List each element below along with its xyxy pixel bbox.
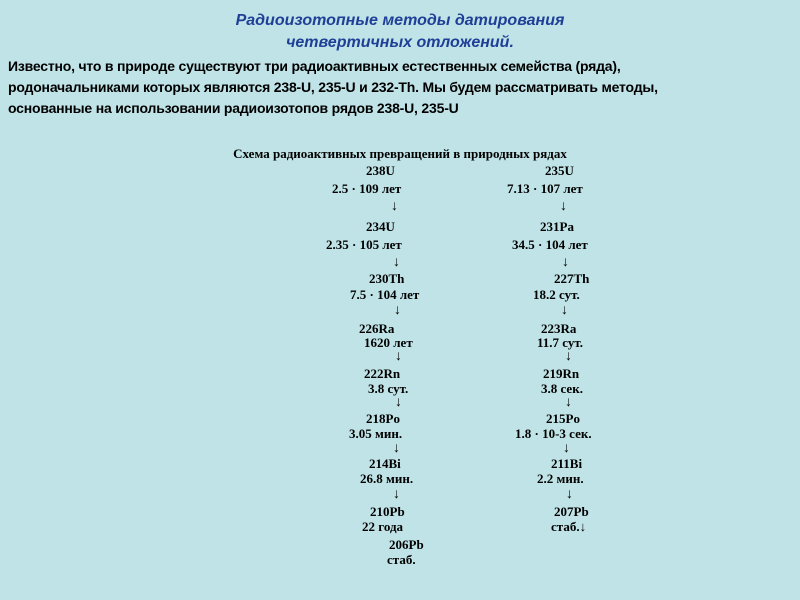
halflife-238u: 2.5 · 109 лет [332, 181, 402, 196]
nuclide-227th: 227Th [554, 271, 590, 286]
halflife-226ra: 1620 лет [364, 335, 413, 350]
decay-arrow: ↓ [565, 349, 572, 364]
halflife-227th: 18.2 сут. [533, 287, 580, 302]
decay-arrow: ↓ [395, 395, 402, 410]
nuclide-235u: 235U [545, 163, 574, 178]
nuclide-234u: 234U [366, 219, 395, 234]
decay-arrow: ↓ [565, 395, 572, 410]
nuclide-238u: 238U [366, 163, 395, 178]
halflife-211bi: 2.2 мин. [537, 471, 584, 486]
decay-arrow: ↓ [566, 487, 573, 502]
decay-arrow: ↓ [563, 441, 570, 456]
intro-line-1: Известно, что в природе существуют три радиоактивных естественных семейства (ряда), [8, 58, 621, 74]
decay-arrow: ↓ [393, 255, 400, 270]
halflife-230th: 7.5 · 104 лет [350, 287, 420, 302]
halflife-210pb: 22 года [362, 519, 404, 534]
intro-line-2: родоначальниками которых являются 238-U, 235-U и 232-Th. Мы будем рассматривать методы, [8, 79, 658, 95]
nuclide-210pb: 210Pb [370, 504, 405, 519]
scheme-heading: Схема радиоактивных превращений в природных рядах [233, 146, 567, 161]
halflife-219rn: 3.8 сек. [541, 381, 583, 396]
nuclide-231pa: 231Pa [540, 219, 574, 234]
decay-arrow: ↓ [394, 303, 401, 318]
nuclide-219rn: 219Rn [543, 366, 580, 381]
stability-207pb: стаб.↓ [551, 519, 587, 534]
decay-arrow: ↓ [561, 303, 568, 318]
nuclide-206pb: 206Pb [389, 537, 424, 552]
slide-title-line-2: четвертичных отложений. [286, 34, 514, 51]
slide-title-line-1: Радиоизотопные методы датирования [235, 12, 565, 29]
halflife-231pa: 34.5 · 104 лет [512, 237, 588, 252]
nuclide-218po: 218Po [366, 411, 400, 426]
nuclide-214bi: 214Bi [369, 456, 401, 471]
decay-arrow: ↓ [562, 255, 569, 270]
halflife-235u: 7.13 · 107 лет [507, 181, 583, 196]
decay-arrow: ↓ [560, 199, 567, 214]
nuclide-223ra: 223Ra [541, 321, 577, 336]
halflife-218po: 3.05 мин. [349, 426, 403, 441]
decay-arrow: ↓ [393, 487, 400, 502]
stability-206pb: стаб. [387, 552, 416, 567]
decay-arrow: ↓ [395, 349, 402, 364]
nuclide-222rn: 222Rn [364, 366, 401, 381]
halflife-234u: 2.35 · 105 лет [326, 237, 402, 252]
halflife-223ra: 11.7 сут. [537, 335, 584, 350]
nuclide-211bi: 211Bi [551, 456, 583, 471]
nuclide-215po: 215Po [546, 411, 580, 426]
decay-arrow: ↓ [393, 441, 400, 456]
halflife-222rn: 3.8 сут. [368, 381, 409, 396]
intro-line-3: основанные на использовании радиоизотопов рядов 238-U, 235-U [8, 100, 459, 116]
nuclide-226ra: 226Ra [359, 321, 395, 336]
halflife-214bi: 26.8 мин. [360, 471, 414, 486]
nuclide-230th: 230Th [369, 271, 405, 286]
decay-arrow: ↓ [391, 199, 398, 214]
nuclide-207pb: 207Pb [554, 504, 589, 519]
halflife-215po: 1.8 · 10-3 сек. [515, 426, 592, 441]
